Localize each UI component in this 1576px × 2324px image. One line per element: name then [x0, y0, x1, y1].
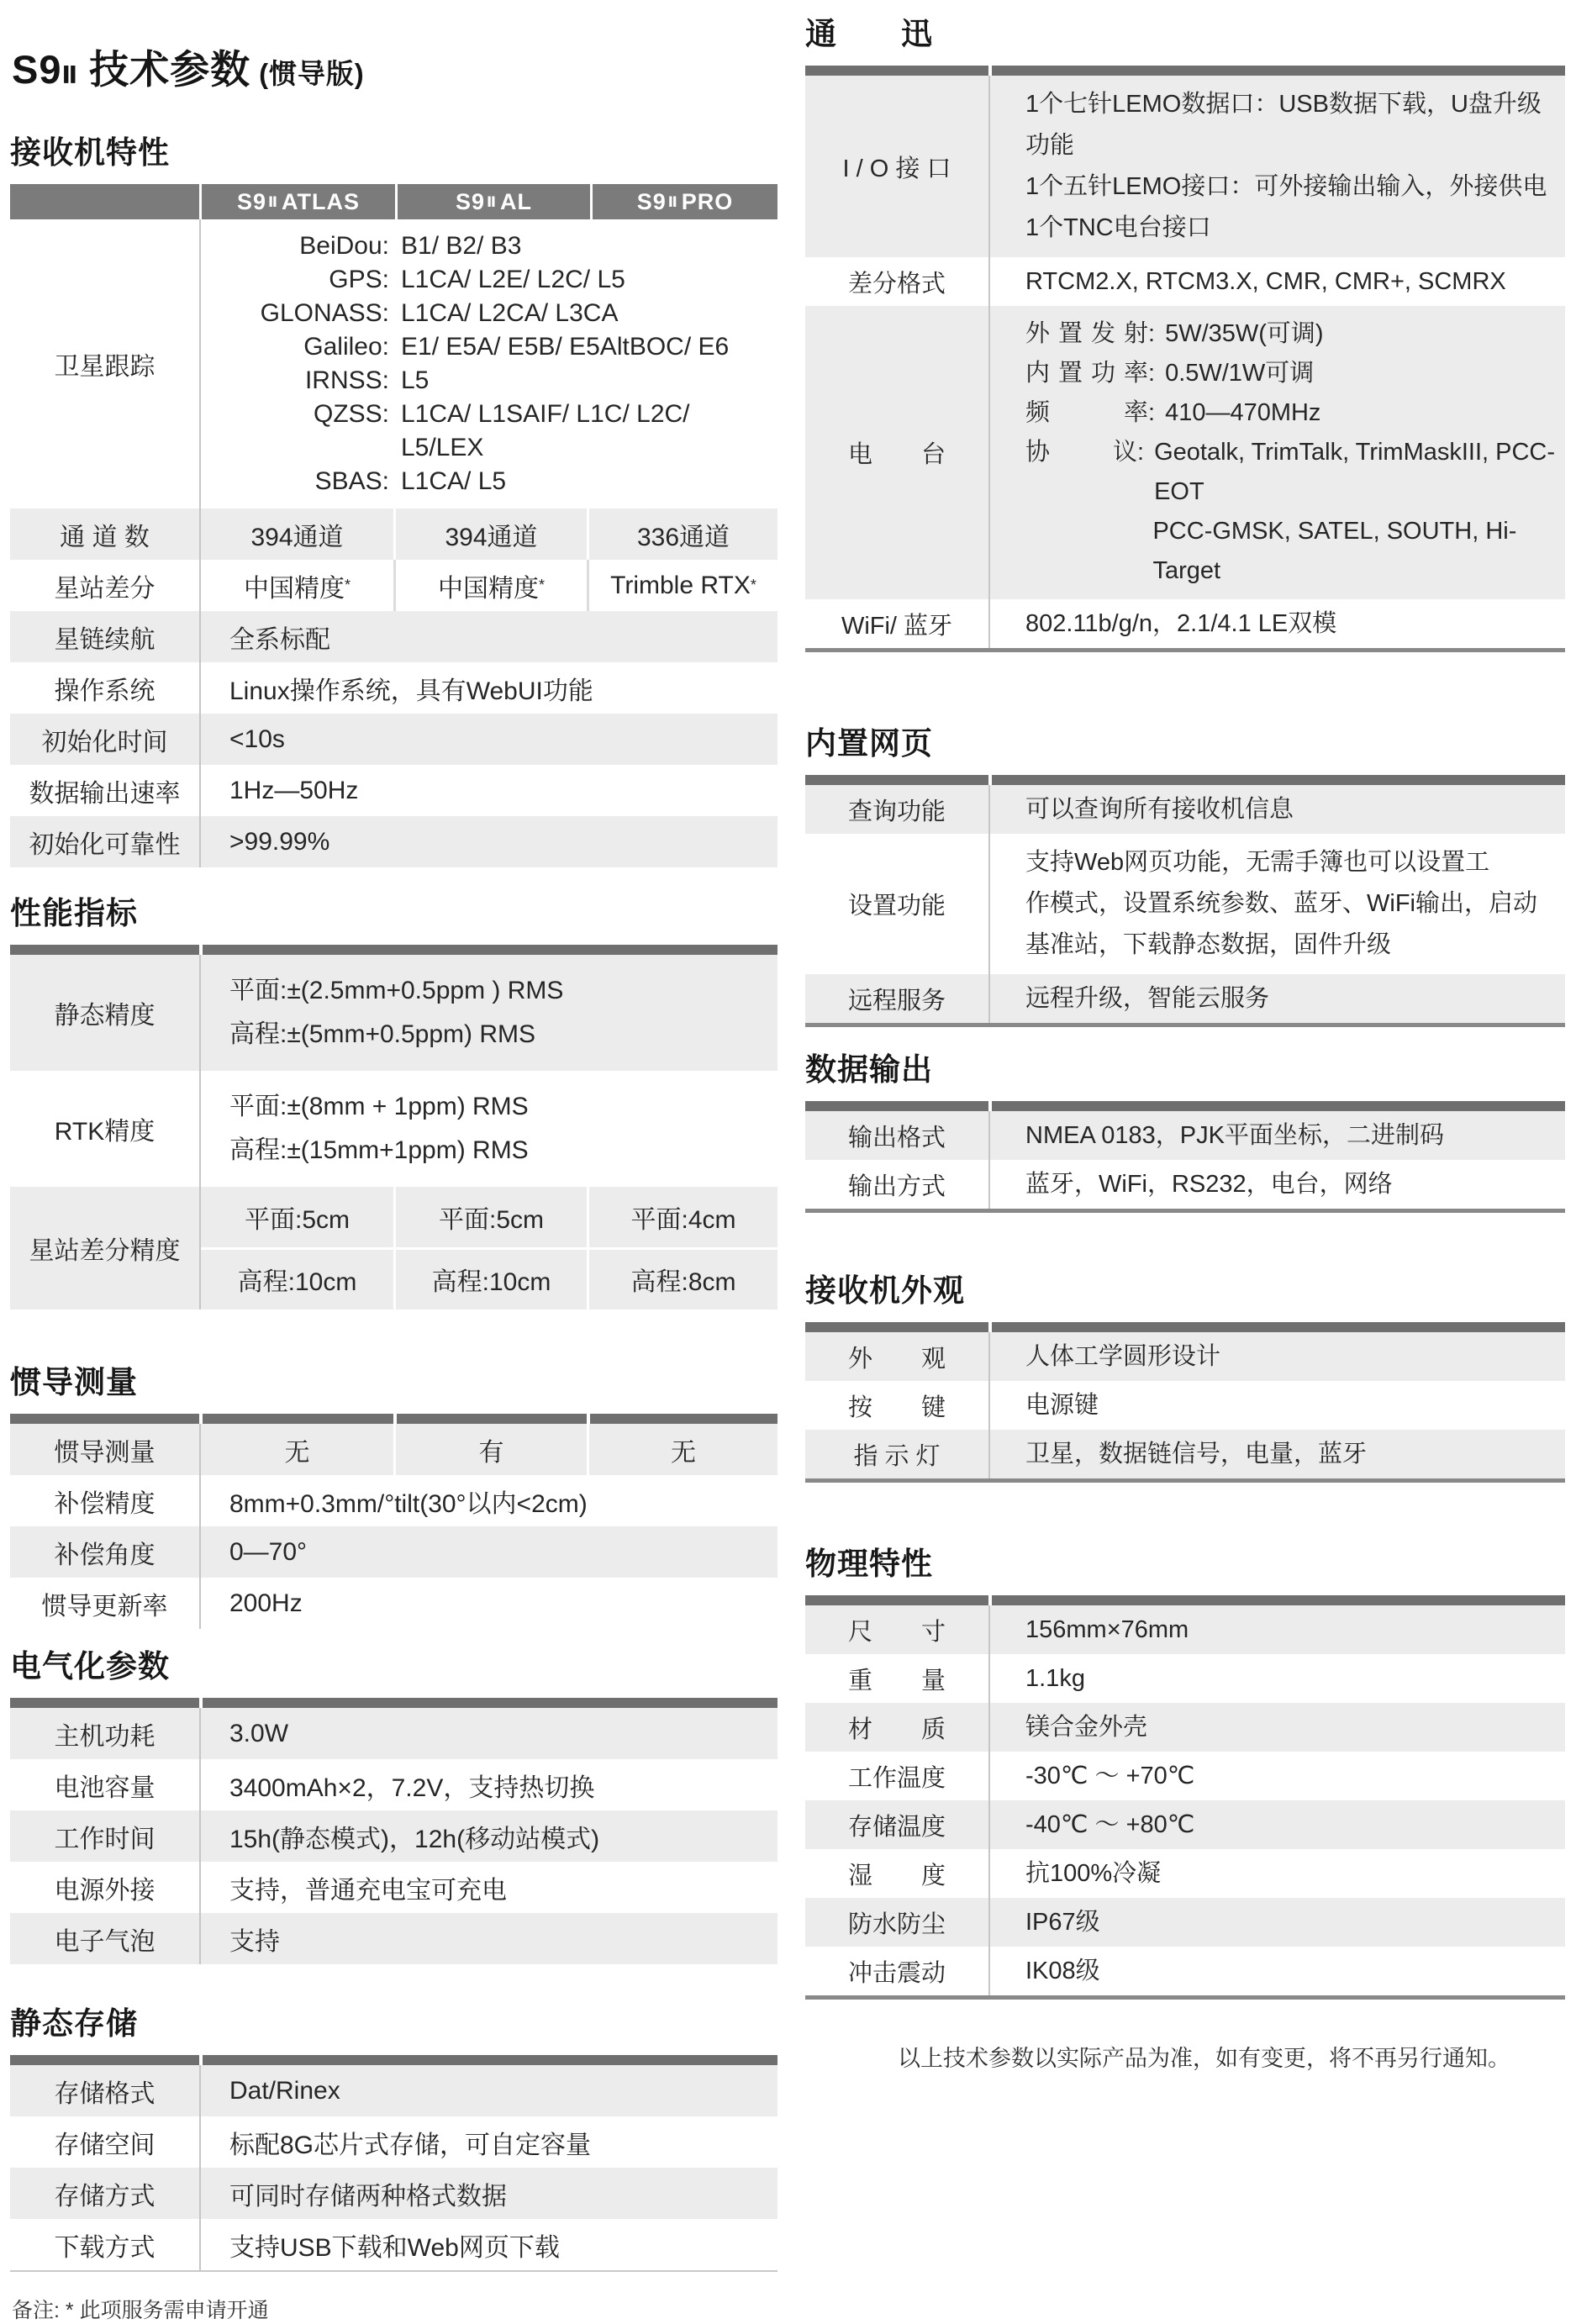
table-row: 初始化时间 <10s — [10, 714, 777, 765]
dataout-table — [805, 1101, 1565, 1213]
receiver-table-header — [10, 184, 777, 219]
table-bottom-line — [10, 2270, 777, 2272]
table-top-bar — [805, 775, 1565, 785]
table-top-bar — [805, 1595, 1565, 1605]
storage-table — [10, 2055, 777, 2272]
table-row: 星链续航 全系标配 — [10, 611, 777, 662]
table-row-remote: 远程服务 远程升级，智能云服务 — [805, 974, 1565, 1023]
table-row-query: 查询功能 可以查询所有接收机信息 — [805, 785, 1565, 834]
ins-table — [10, 1414, 777, 1629]
table-top-bar — [10, 2055, 777, 2065]
table-row: 电源外接 支持，普通充电宝可充电 — [10, 1862, 777, 1913]
table-row: 数据输出速率 1Hz—50Hz — [10, 765, 777, 816]
table-row: 存储温度 -40℃ ～ +80℃ — [805, 1800, 1565, 1849]
header-cell-s9-al: S9 Ⅱ AL — [395, 184, 590, 219]
table-row: 存储格式 Dat/Rinex — [10, 2065, 777, 2116]
appearance-table — [805, 1322, 1565, 1483]
table-row-setup: 设置功能 支持Web网页功能，无需手簿也可以设置工 作模式，设置系统参数、蓝牙、WiFi输出，启动 基准站，下载静态数据，固件升级 — [805, 834, 1565, 974]
section-heading-physical: 物理特性 — [805, 1547, 933, 1581]
table-row: 工作温度 -30℃ ～ +70℃ — [805, 1752, 1565, 1800]
table-row-wifi-bt: WiFi/ 蓝牙 802.11b/g/n，2.1/4.1 LE双模 — [805, 599, 1565, 648]
table-bottom-bar — [805, 1478, 1565, 1483]
table-row: 电子气泡 支持 — [10, 1913, 777, 1964]
table-row: 电池容量 3400mAh×2，7.2V，支持热切换 — [10, 1759, 777, 1810]
table-row-sbas-service: 星站差分 中国精度 * 中国精度 * Trimble RTX * — [10, 560, 777, 611]
comm-table — [805, 66, 1565, 652]
table-top-bar — [10, 1414, 777, 1424]
table-row-rtk-accuracy: RTK精度 平面:±(8mm + 1ppm) RMS 高程:±(15mm+1ppm) RMS — [10, 1071, 777, 1187]
table-row: 尺 寸 156mm×76mm — [805, 1605, 1565, 1654]
table-row: 输出格式 NMEA 0183，PJK平面坐标，二进制码 — [805, 1111, 1565, 1160]
section-heading-storage: 静态存储 — [10, 2006, 138, 2041]
table-row-satellite-tracking — [10, 219, 777, 509]
left-column — [10, 0, 777, 2324]
table-row: 操作系统 Linux操作系统，具有WebUI功能 — [10, 662, 777, 714]
table-row: 外 观 人体工学圆形设计 — [805, 1332, 1565, 1381]
table-row: 防水防尘 IP67级 — [805, 1898, 1565, 1947]
receiver-features-table — [10, 184, 777, 867]
header-cell-s9-pro: S9 Ⅱ PRO — [590, 184, 777, 219]
section-heading-performance: 性能指标 — [10, 896, 138, 930]
table-row-diff-format: 差分格式 RTCM2.X, RTCM3.X, CMR, CMR+, SCMRX — [805, 257, 1565, 306]
section-heading-comm: 通 迅 — [805, 17, 933, 51]
table-bottom-bar — [805, 1023, 1565, 1027]
table-row: 材 质 镁合金外壳 — [805, 1703, 1565, 1752]
page-title-suffix: (惯导版) — [259, 58, 365, 89]
table-top-bar — [805, 66, 1565, 76]
table-row: 按 键 电源键 — [805, 1381, 1565, 1430]
table-top-bar — [10, 1698, 777, 1708]
table-row: 湿 度 抗100%冷凝 — [805, 1849, 1565, 1898]
header-cell-s9-atlas: S9 Ⅱ ATLAS — [199, 184, 395, 219]
table-row-radio: 电 台 外置发射 : 5W/35W(可调) 内置功率 : 0.5W/1W可调 频率 : 410—470MHz 协议 : Geotalk, TrimTalk, TrimMaskIII, PCC-EOT PCC-GMSK, SATEL, SOUTH, Hi-Target — [805, 306, 1565, 599]
table-bottom-bar — [805, 648, 1565, 652]
table-row: 下载方式 支持USB下载和Web网页下载 — [10, 2219, 777, 2270]
table-bottom-bar — [805, 1995, 1565, 2000]
electrical-table — [10, 1698, 777, 1964]
table-row: 工作时间 15h(静态模式)，12h(移动站模式) — [10, 1810, 777, 1862]
section-heading-dataout: 数据输出 — [805, 1052, 933, 1087]
table-row: 初始化可靠性 >99.99% — [10, 816, 777, 867]
table-row: 重 量 1.1kg — [805, 1654, 1565, 1703]
table-top-bar — [805, 1322, 1565, 1332]
table-top-bar — [805, 1101, 1565, 1111]
disclaimer-note: 以上技术参数以实际产品为准，如有变更，将不再另行通知。 — [898, 2046, 1510, 2071]
table-row: 主机功耗 3.0W — [10, 1708, 777, 1759]
table-row: 指 示 灯 卫星，数据链信号，电量，蓝牙 — [805, 1430, 1565, 1478]
header-cell-empty — [10, 184, 199, 219]
table-row: 补偿精度 8mm+0.3mm/°tilt(30°以内<2cm) — [10, 1475, 777, 1526]
section-heading-electrical: 电气化参数 — [10, 1649, 170, 1684]
performance-table — [10, 945, 777, 1310]
row-label: 卫星跟踪 — [54, 353, 155, 381]
section-heading-ins: 惯导测量 — [10, 1365, 138, 1399]
table-row-io-ports: I / O 接 口 1个七针LEMO数据口：USB数据下载，U盘升级功能 1个五针LEMO接口：可外接输出输入，外接供电 1个TNC电台接口 — [805, 76, 1565, 257]
table-row-ins-availability: 惯导测量 无 有 无 — [10, 1424, 777, 1475]
right-column — [805, 0, 1565, 2073]
table-row-channels: 通 道 数 394通道 394通道 336通道 — [10, 509, 777, 560]
footnote-asterisk: 备注: * 此项服务需申请开通 — [12, 2299, 269, 2322]
physical-table — [805, 1595, 1565, 2000]
section-heading-receiver-features: 接收机特性 — [10, 135, 170, 170]
table-top-bar — [10, 945, 777, 955]
table-row: 补偿角度 0—70° — [10, 1526, 777, 1578]
table-row: 冲击震动 IK08级 — [805, 1947, 1565, 1995]
table-row-static-accuracy: 静态精度 平面:±(2.5mm+0.5ppm ) RMS 高程:±(5mm+0.5ppm) RMS — [10, 955, 777, 1071]
table-bottom-bar — [805, 1209, 1565, 1213]
table-row-sbas-accuracy: 星站差分精度 平面:5cm 平面:5cm 平面:4cm 高程:10cm 高程:10cm 高程:8cm — [10, 1187, 777, 1310]
section-heading-appearance: 接收机外观 — [805, 1273, 965, 1308]
table-row: 惯导更新率 200Hz — [10, 1578, 777, 1629]
webui-table — [805, 775, 1565, 1027]
section-heading-webui: 内置网页 — [805, 726, 933, 761]
table-row: 输出方式 蓝牙，WiFi，RS232，电台，网络 — [805, 1160, 1565, 1209]
row-value: BeiDou: B1/ B2/ B3 GPS: L1CA/ L2E/ L2C/ L5 GLONASS: L1CA/ L2CA/ L3CA Galileo: E1/ E5A/ E5B/ E5AltBOC/ E6 IRNSS: L5 QZSS: L1CA/ L1SAIF/ L1C/ L2C/ L5/LEX SBAS: L1CA/ L5 — [199, 219, 777, 509]
table-row: 存储空间 标配8G芯片式存储，可自定容量 — [10, 2116, 777, 2168]
page-title: S9Ⅱ 技术参数 (惯导版) — [12, 47, 365, 92]
table-row: 存储方式 可同时存储两种格式数据 — [10, 2168, 777, 2219]
